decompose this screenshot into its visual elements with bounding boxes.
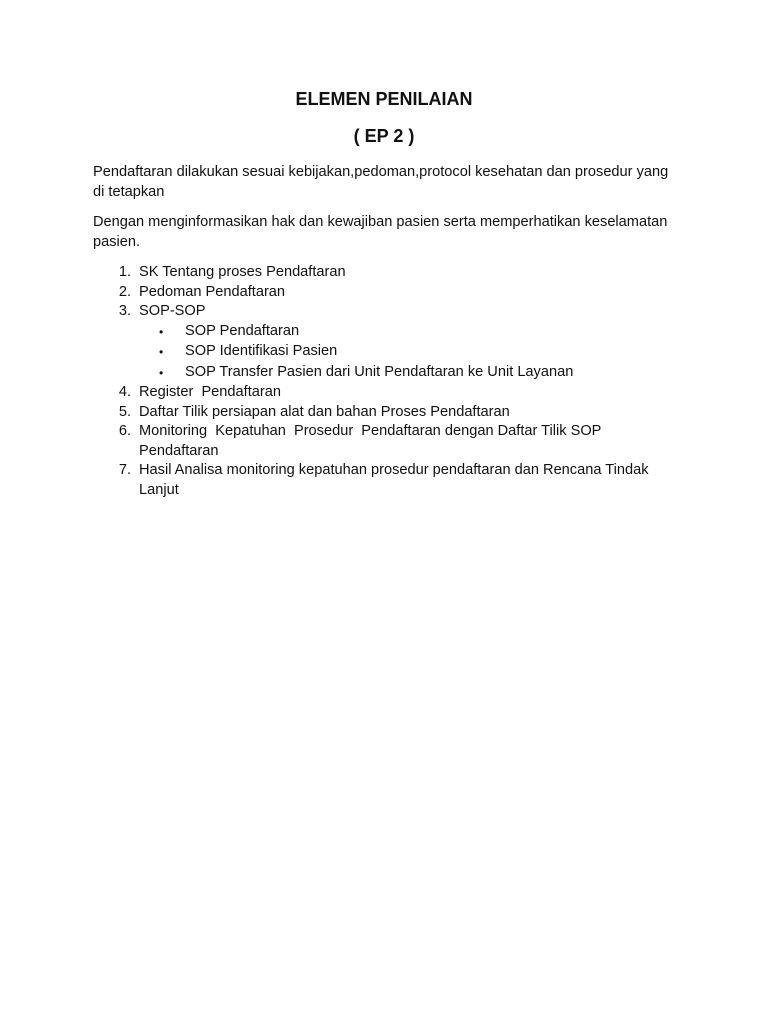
list-item [93,383,683,403]
bullet-item [93,322,683,343]
list-item-number: 2. [118,283,131,300]
list-item-text: Hasil Analisa monitoring kepatuhan prosedur pendaftaran dan Rencana Tindak Lanjut [139,462,649,498]
list-item-number: 3. [118,303,131,319]
list-item-text: Pedoman Pendaftaran [139,283,286,300]
bullet-item-text: SOP Identifikasi Pasien [185,343,338,359]
list-item-text: Register Pendaftaran [139,384,281,400]
list-item [93,283,683,303]
list-item-number: 6. [118,423,131,439]
bullet-item [93,363,683,384]
list-item-number: 4. [118,384,131,400]
list-item [93,403,683,423]
list-item-text: SK Tentang proses Pendaftaran [139,264,346,280]
bullet-icon: • [159,324,164,339]
bullet-item [93,342,683,363]
paragraph-1: Pendaftaran dilakukan sesuai kebijakan,pedoman,protocol kesehatan dan prosedur yang di tetapkan [93,164,669,200]
list-item-text: Daftar Tilik persiapan alat dan bahan Proses Pendaftaran [139,403,510,420]
document-subtitle: ( EP 2 ) [353,126,415,146]
numbered-list [93,263,683,500]
list-item [93,461,683,500]
bullet-item-text: SOP Pendaftaran [185,322,300,339]
list-item-number: 5. [118,403,131,420]
bullet-item-text: SOP Transfer Pasien dari Unit Pendaftaran ke Unit Layanan [185,363,574,380]
list-item-text: Monitoring Kepatuhan Prosedur Pendaftaran dengan Daftar Tilik SOP Pendaftaran [139,423,606,459]
list-item-text: SOP-SOP [139,303,206,319]
paragraph-2: Dengan menginformasikan hak dan kewajiban pasien serta memperhatikan keselamatan pasien. [93,214,668,250]
document-title: ELEMEN PENILAIAN [295,89,473,109]
list-item [93,302,683,322]
list-item-number: 7. [118,462,131,478]
list-item-number: 1. [118,264,131,280]
list-item [93,422,683,461]
bullet-icon: • [159,345,164,359]
bullet-icon: • [159,365,164,380]
list-item [93,263,683,283]
